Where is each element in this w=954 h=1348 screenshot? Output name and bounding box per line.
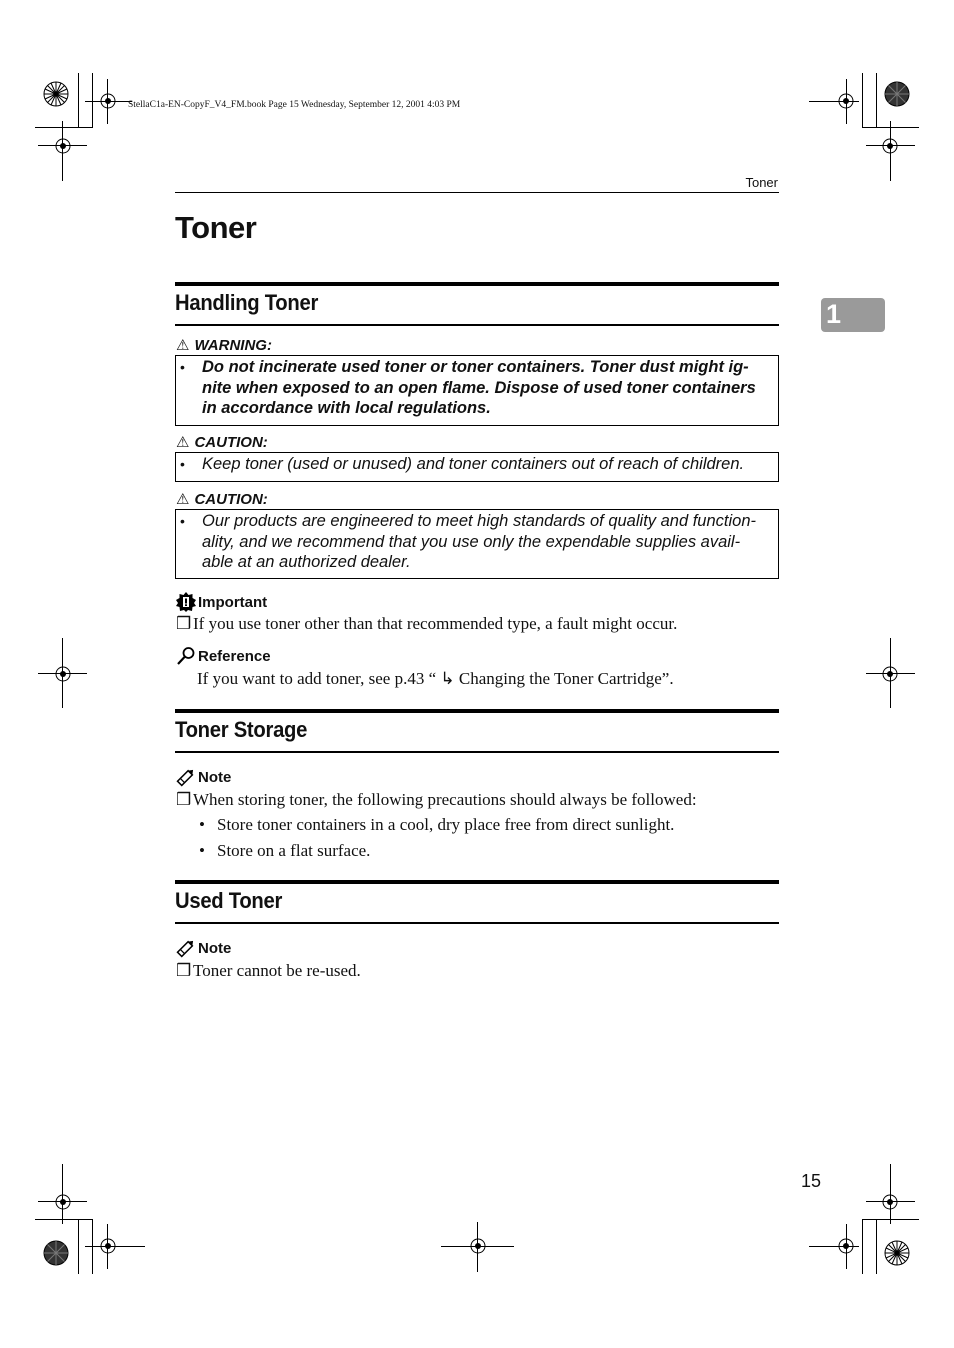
- caution-text: Our products are engineered to meet high standards of quality and function- ality, and we recommend that you use only the expendable supplies avail- able at an authorized dealer.: [202, 512, 757, 571]
- section-rule-top: [175, 880, 779, 884]
- warning-triangle-icon: ⚠: [176, 491, 190, 508]
- note-item: ❒ Toner cannot be re-used.: [176, 961, 361, 980]
- registration-rosette-icon: [43, 81, 69, 107]
- caution-label: ⚠ CAUTION:: [176, 490, 268, 508]
- section-title-handling: Handling Toner: [175, 290, 319, 315]
- section-title-used: Used Toner: [175, 888, 283, 913]
- chapter-tab: [821, 298, 885, 332]
- note-label: Note: [176, 767, 231, 787]
- registration-rosette-icon: [884, 1240, 910, 1266]
- warning-triangle-icon: ⚠: [176, 434, 190, 451]
- bullet-icon: •: [199, 815, 205, 834]
- section-rule-bottom: [175, 922, 779, 924]
- bullet-icon: •: [180, 513, 185, 529]
- note-item: ❒ When storing toner, the following precautions should always be followed:: [176, 790, 697, 809]
- list-item: • Store on a flat surface.: [199, 841, 371, 860]
- note-label: Note: [176, 938, 231, 958]
- section-rule-top: [175, 282, 779, 286]
- caution-box: [175, 509, 779, 579]
- warning-box: [175, 355, 779, 426]
- reference-label: Reference: [176, 646, 271, 666]
- section-title-storage: Toner Storage: [175, 717, 308, 742]
- header-rule: [175, 192, 779, 193]
- bullet-icon: •: [199, 841, 205, 860]
- page-number: 15: [800, 1171, 821, 1191]
- important-label: Important: [176, 592, 267, 612]
- book-info-line: StellaC1a-EN-CopyF_V4_FM.book Page 15 Wednesday, September 12, 2001 4:03 PM: [128, 100, 461, 110]
- warning-triangle-icon: ⚠: [176, 337, 190, 354]
- warning-text: Do not incinerate used toner or toner containers. Toner dust might ig- nite when exposed to an open flame. Dispose of used toner containers in accordance with local regulations.: [202, 358, 756, 417]
- crosshair-target-icon: [50, 133, 76, 159]
- caution-text: Keep toner (used or unused) and toner containers out of reach of children.: [202, 455, 745, 473]
- chapter-number: 1: [826, 299, 842, 329]
- checkbox-icon: ❒: [176, 614, 192, 633]
- registration-rosette-icon: [43, 1240, 69, 1266]
- registration-rosette-icon: [884, 81, 910, 107]
- caution-label: ⚠ CAUTION:: [176, 433, 268, 451]
- pencil-icon: [176, 767, 196, 787]
- reference-text[interactable]: If you want to add toner, see p.43 “ ↳ Changing the Toner Cartridge”.: [197, 669, 674, 688]
- checkbox-icon: ❒: [176, 790, 192, 809]
- section-rule-bottom: [175, 324, 779, 326]
- bullet-icon: •: [180, 359, 185, 375]
- important-item: ❒ If you use toner other than that recommended type, a fault might occur.: [176, 614, 678, 633]
- bullet-icon: •: [180, 456, 185, 472]
- caution-box: [175, 452, 779, 482]
- checkbox-icon: ❒: [176, 961, 192, 980]
- pencil-icon: [176, 938, 196, 958]
- section-rule-top: [175, 709, 779, 713]
- magnifier-icon: [176, 646, 196, 666]
- crosshair-target-icon: [50, 661, 76, 687]
- running-head: Toner: [745, 175, 778, 190]
- page-title: Toner: [175, 210, 257, 245]
- list-item: • Store toner containers in a cool, dry place free from direct sunlight.: [199, 815, 675, 834]
- warning-label: ⚠ WARNING:: [176, 336, 272, 354]
- crosshair-target-icon: [50, 1189, 76, 1215]
- important-badge-icon: [176, 592, 196, 612]
- section-rule-bottom: [175, 751, 779, 753]
